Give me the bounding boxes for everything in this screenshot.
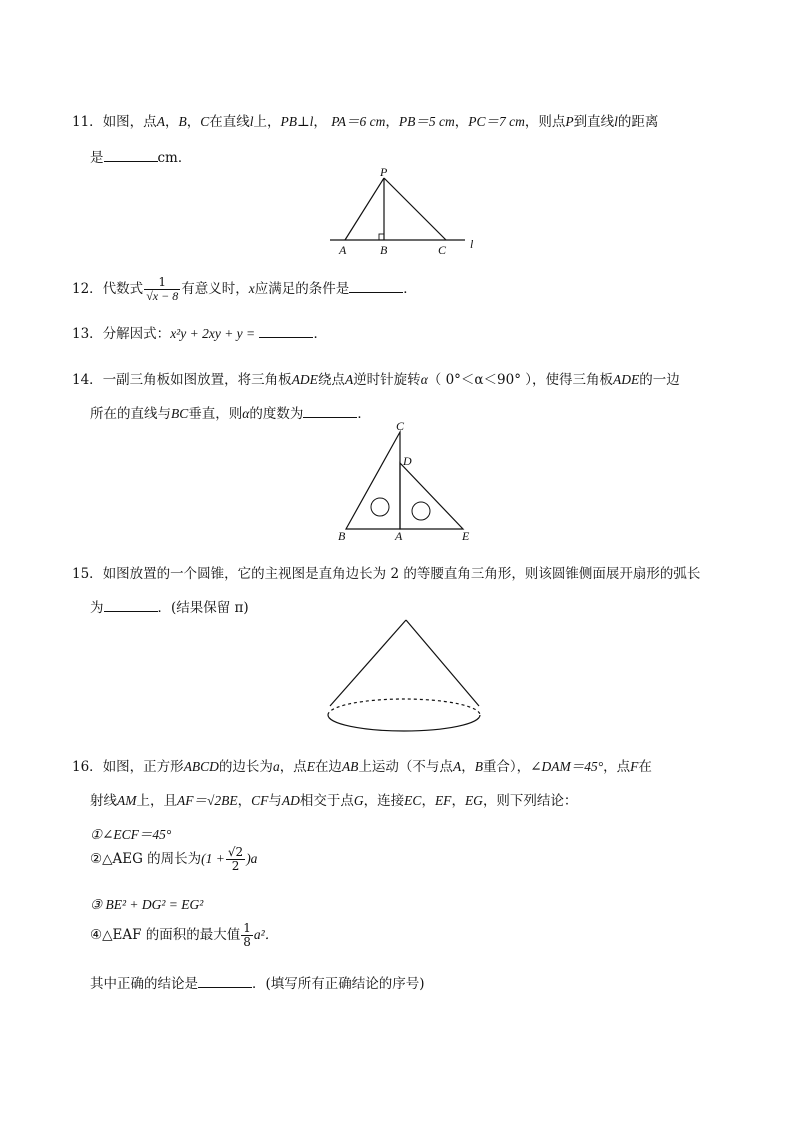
q16-conclusion-1: ①∠ECF＝45° xyxy=(90,827,172,842)
answer-blank xyxy=(349,280,403,293)
right-angle-mark xyxy=(379,234,384,240)
q12-line: 12．代数式 $\frac{1}{√x - 8}$ 有意义时，x应满足的条件是 ． xyxy=(72,275,417,303)
q16-conclusion-3: ③ BE² + DG² = EG² xyxy=(90,897,204,912)
label-e: E xyxy=(462,529,470,543)
label-d: D xyxy=(403,454,412,468)
q16-line2: 射线AM上，且AF＝√2BE，CF与AD相交于点G，连接EC，EF，EG，则下列结论： xyxy=(90,793,578,809)
q11-line2: 是 cm． xyxy=(90,150,192,166)
q15-line2: 为 ．(结果保留 π) xyxy=(90,600,249,616)
q15-line1: 15．如图放置的一个圆锥，它的主视图是直角边长为 2 的等腰直角三角形，则该圆锥侧面展开扇形的弧长 xyxy=(72,566,701,582)
q14-figure xyxy=(330,418,480,544)
q16-fraction-2: $\frac{√2}{2}$ xyxy=(227,845,244,873)
q12-fraction: $\frac{1}{√x - 8}$ xyxy=(146,275,179,303)
label-l: l xyxy=(470,237,474,251)
label-a: A xyxy=(395,529,403,543)
answer-blank xyxy=(104,599,158,612)
cone-right-edge xyxy=(406,620,479,706)
answer-blank xyxy=(104,149,158,162)
q16-conclusion-2: ②△AEG 的周长为(1 + $\frac{√2}{2}$ )a xyxy=(90,845,258,873)
answer-blank xyxy=(303,405,357,418)
q16-conclusion-4: ④△EAF 的面积的最大值 $\frac{1}{8}$ a²． xyxy=(90,921,279,949)
triangle-ade xyxy=(400,463,463,529)
label-b: B xyxy=(338,529,346,543)
q16-last-line: 其中正确的结论是 ．(填写所有正确结论的序号) xyxy=(90,976,425,992)
segment-pa xyxy=(345,178,384,240)
triangle-abc xyxy=(346,432,400,529)
q16-line1: 16．如图，正方形ABCD的边长为a，点E在边AB上运动（不与点A，B重合），∠DAM＝45°，点F在 xyxy=(72,759,652,775)
cone-base-front xyxy=(328,715,480,731)
q15-cone-figure xyxy=(322,615,486,739)
label-c: C xyxy=(396,419,405,433)
segment-pc xyxy=(384,178,446,240)
label-a: A xyxy=(339,243,347,257)
cone-left-edge xyxy=(330,620,406,706)
answer-blank xyxy=(198,975,252,988)
q16-fraction-4: $\frac{1}{8}$ xyxy=(243,921,251,949)
q11-line1: 11．如图，点A，B，C在直线l上，PB⊥l， PA＝6 cm，PB＝5 cm，PC＝7 cm，则点P到直线l的距离 xyxy=(72,114,659,130)
label-b: B xyxy=(380,243,388,257)
q11-figure xyxy=(325,166,485,260)
q13-line: 13．分解因式：x²y + 2xy + y = ． xyxy=(72,326,327,342)
label-c: C xyxy=(438,243,447,257)
hole-circle xyxy=(412,502,430,520)
label-p: P xyxy=(380,166,388,179)
hole-circle xyxy=(371,498,389,516)
answer-blank xyxy=(259,325,313,338)
q14-line1: 14．一副三角板如图放置，将三角板ADE绕点A逆时针旋转α（ 0°＜α＜90° ），使得三角板ADE的一边 xyxy=(72,372,680,388)
cone-base-back xyxy=(328,699,480,715)
q14-line2: 所在的直线与BC垂直，则α的度数为 ． xyxy=(90,406,371,422)
